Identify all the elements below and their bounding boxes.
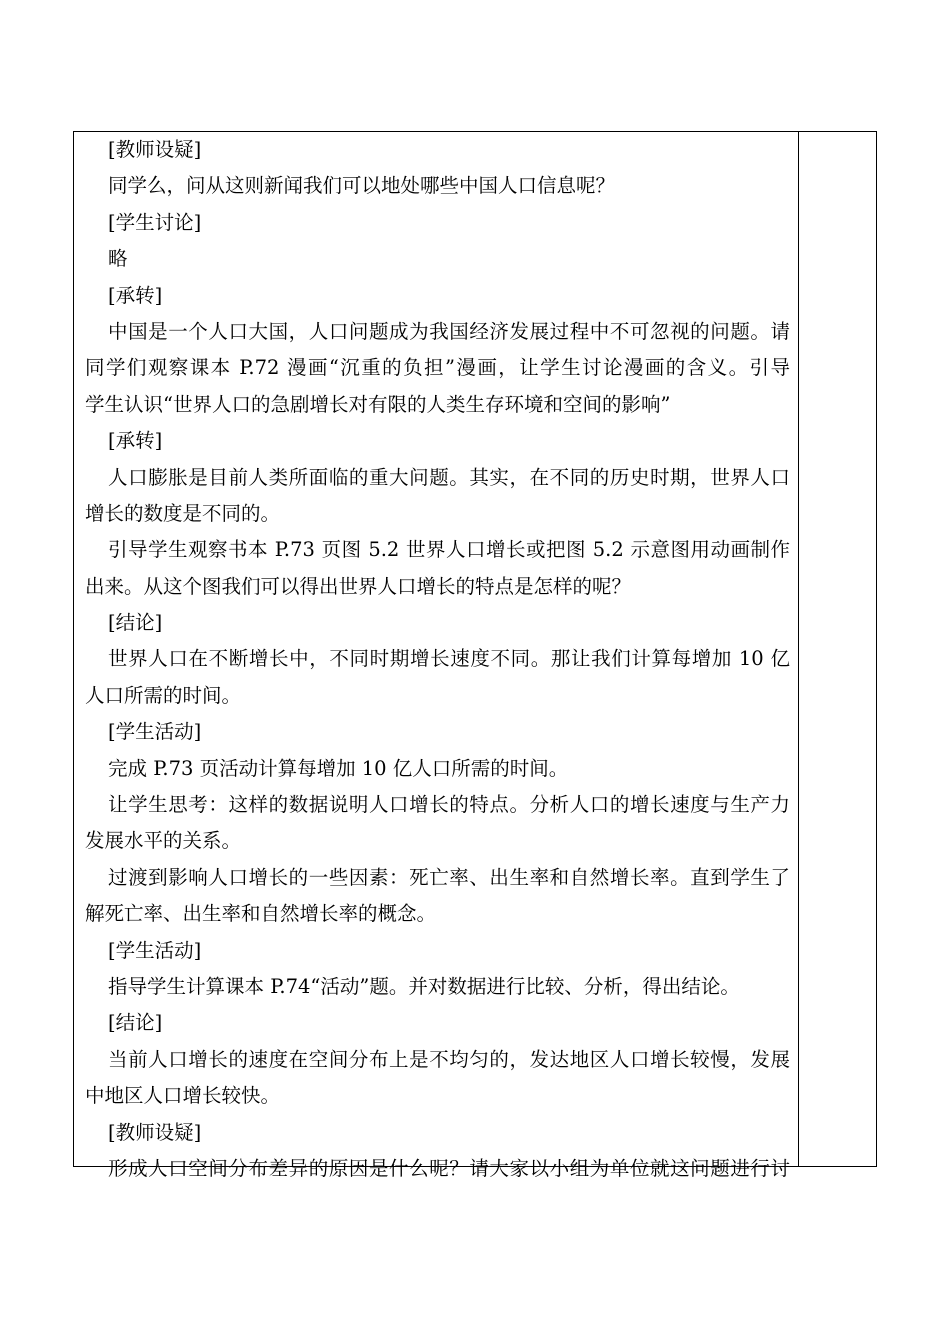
notes-cell	[799, 132, 876, 1166]
section-heading: [承转]	[108, 283, 163, 307]
section-heading: [学生讨论]	[108, 210, 202, 234]
text-line: 让学生思考：这样的数据说明人口增长的特点。分析人口的增长速度与生产力	[108, 793, 790, 817]
text-line: 过渡到影响人口增长的一些因素：死亡率、出生率和自然增长率。直到学生了	[108, 865, 790, 889]
section-heading: [结论]	[108, 611, 163, 635]
text-line: 人口膨胀是目前人类所面临的重大问题。其实，在不同的历史时期，世界人口	[108, 465, 790, 489]
text-line: 引导学生观察书本 P.73 页图 5.2 世界人口增长或把图 5.2 示意图用动画制作	[108, 538, 790, 562]
section-heading: [教师设疑]	[108, 1120, 202, 1144]
text-line: 指导学生计算课本 P.74“活动”题。并对数据进行比较、分析，得出结论。	[108, 974, 740, 998]
text-line: 世界人口在不断增长中，不同时期增长速度不同。那让我们计算每增加 10 亿	[108, 647, 790, 671]
text-line: 当前人口增长的速度在空间分布上是不均匀的，发达地区人口增长较慢，发展	[108, 1047, 790, 1071]
lesson-plan-table	[73, 131, 877, 1180]
text-line: 同学们观察课本 P.72 漫画“沉重的负担”漫画，让学生讨论漫画的含义。引导	[85, 356, 790, 380]
text-line: 人口所需的时间。	[85, 683, 242, 707]
text-line: 学生认识“世界人口的急剧增长对有限的人类生存环境和空间的影响”	[85, 392, 671, 416]
section-heading: [学生活动]	[108, 720, 202, 744]
lesson-text-block	[85, 132, 790, 1187]
section-heading: [承转]	[108, 429, 163, 453]
text-line: 增长的数度是不同的。	[85, 501, 281, 525]
section-heading: [学生活动]	[108, 938, 202, 962]
text-line: 中国是一个人口大国，人口问题成为我国经济发展过程中不可忽视的问题。请	[108, 319, 790, 343]
text-line: 同学么，问从这则新闻我们可以地处哪些中国人口信息呢？	[108, 174, 616, 198]
section-heading: [教师设疑]	[108, 138, 202, 161]
text-line: 完成 P.73 页活动计算每增加 10 亿人口所需的时间。	[108, 756, 569, 780]
section-heading: [结论]	[108, 1011, 163, 1035]
text-line: 中地区人口增长较快。	[85, 1084, 281, 1108]
text-line: 略	[108, 247, 128, 271]
lesson-content-cell	[74, 132, 798, 1180]
text-line: 发展水平的关系。	[85, 829, 242, 853]
text-line: 形成人口空间分布差异的原因是什么呢？请大家以小组为单位就这问题进行讨	[108, 1156, 790, 1180]
text-line: 出来。从这个图我们可以得出世界人口增长的特点是怎样的呢？	[85, 574, 632, 598]
text-line: 解死亡率、出生率和自然增长率的概念。	[85, 902, 437, 926]
